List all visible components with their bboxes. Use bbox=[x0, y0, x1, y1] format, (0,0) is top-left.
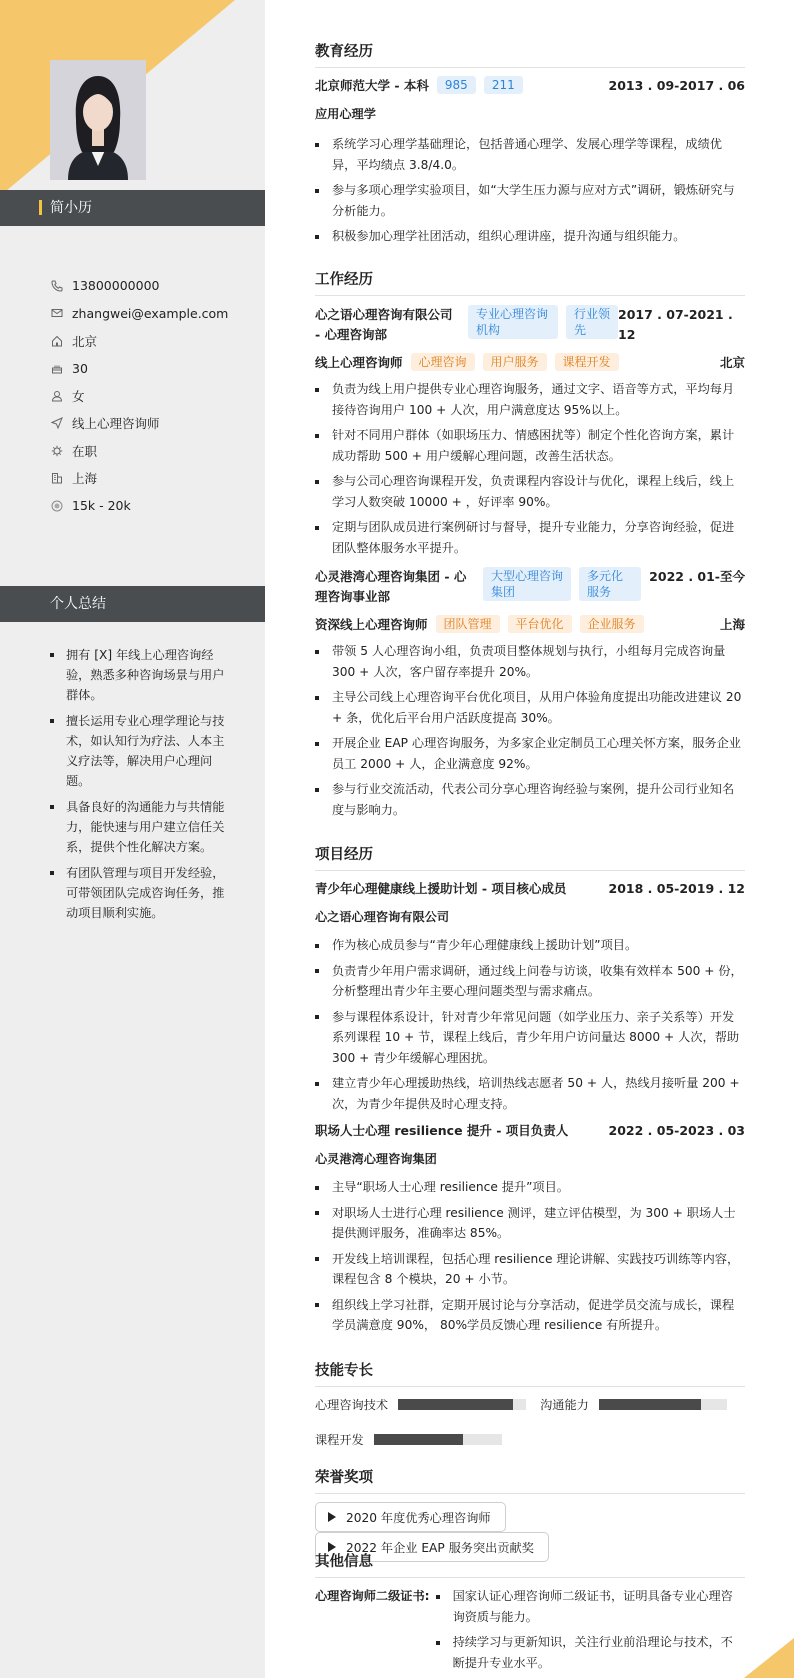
job-date: 2022 . 01-至今 bbox=[649, 569, 745, 584]
contact-text: 线上心理咨询师 bbox=[72, 416, 160, 432]
home-icon bbox=[50, 334, 64, 348]
award-item bbox=[315, 1502, 506, 1532]
list-item: 对职场人士进行心理 resilience 测评，建立评估模型，为 300 + 职场人士提供测评服务，准确率达 85%。 bbox=[315, 1203, 745, 1244]
skill-name: 沟通能力 bbox=[540, 1398, 589, 1412]
contact-gender bbox=[50, 382, 250, 410]
awards-heading: 荣誉奖项 bbox=[315, 1466, 745, 1494]
contact-salary bbox=[50, 492, 250, 520]
company-name: 心之语心理咨询有限公司 - 心理咨询部 bbox=[315, 307, 453, 342]
major: 应用心理学 bbox=[315, 107, 376, 121]
phone-icon bbox=[50, 279, 64, 293]
company-tag: 多元化服务 bbox=[579, 567, 641, 601]
contact-text: 30 bbox=[72, 360, 88, 376]
job-role: 线上心理咨询师 bbox=[315, 355, 403, 370]
list-item: 作为核心成员参与“青少年心理健康线上援助计划”项目。 bbox=[315, 935, 745, 956]
job-block bbox=[315, 305, 745, 563]
list-item: 定期与团队成员进行案例研讨与督导，提升专业能力，分享咨询经验，促进团队整体服务水平提升。 bbox=[315, 517, 745, 558]
projects-heading: 项目经历 bbox=[315, 843, 745, 871]
role-tag: 心理咨询 bbox=[411, 353, 475, 371]
education-date: 2013 . 09-2017 . 06 bbox=[608, 78, 745, 93]
other-block bbox=[315, 1586, 745, 1678]
role-tag: 课程开发 bbox=[555, 353, 619, 371]
gender-icon bbox=[50, 389, 64, 403]
list-item: 主导公司线上心理咨询平台优化项目，从用户体验角度提出功能改进建议 20 + 条，优化后平台用户活跃度提高 30%。 bbox=[315, 687, 745, 728]
list-item: 开发线上培训课程，包括心理 resilience 理论讲解、实践技巧训练等内容，课程包含 8 个模块，20 + 小节。 bbox=[315, 1249, 745, 1290]
skill-bar bbox=[398, 1399, 526, 1410]
summary-section-header bbox=[0, 586, 265, 622]
summary-item: 拥有 [X] 年线上心理咨询经验，熟悉多种咨询场景与用户群体。 bbox=[50, 645, 225, 705]
summary-list bbox=[50, 645, 225, 929]
project-date: 2022 . 05-2023 . 03 bbox=[608, 1123, 745, 1138]
coin-icon bbox=[50, 499, 64, 513]
sidebar bbox=[0, 0, 265, 1678]
list-item: 参与课程体系设计，针对青少年常见问题（如学业压力、亲子关系等）开发系列课程 10 + 节，课程上线后，青少年用户访问量达 8000 + 人次，帮助 300 + 青少年缓解心理困扰。 bbox=[315, 1007, 745, 1069]
list-item: 主导“职场人士心理 resilience 提升”项目。 bbox=[315, 1177, 745, 1198]
project-bullets bbox=[315, 935, 745, 1114]
education-bullets bbox=[315, 134, 745, 247]
building-icon bbox=[50, 471, 64, 485]
project-name: 青少年心理健康线上援助计划 - 项目核心成员 bbox=[315, 881, 567, 896]
project-block bbox=[315, 879, 745, 1119]
job-date: 2017 . 07-2021 . 12 bbox=[618, 307, 733, 342]
work-heading: 工作经历 bbox=[315, 268, 745, 296]
project-org: 心之语心理咨询有限公司 bbox=[315, 910, 450, 924]
age-icon bbox=[50, 361, 64, 375]
contact-text: 在职 bbox=[72, 443, 98, 459]
company-name: 心灵港湾心理咨询集团 - 心理咨询事业部 bbox=[315, 569, 467, 604]
education-heading: 教育经历 bbox=[315, 40, 745, 68]
skill-bar bbox=[374, 1434, 502, 1445]
contact-phone bbox=[50, 272, 250, 300]
contact-text: 13800000000 bbox=[72, 278, 160, 294]
summary-item: 擅长运用专业心理学理论与技术，如认知行为疗法、人本主义疗法等，解决用户心理问题。 bbox=[50, 711, 225, 791]
other-heading: 其他信息 bbox=[315, 1550, 745, 1578]
skills-block bbox=[315, 1396, 745, 1448]
gear-icon bbox=[50, 444, 64, 458]
role-tag: 用户服务 bbox=[483, 353, 547, 371]
skill-name: 心理咨询技术 bbox=[315, 1398, 389, 1412]
contact-age bbox=[50, 355, 250, 383]
education-block bbox=[315, 76, 745, 252]
award-label: 2022 年企业 EAP 服务突出贡献奖 bbox=[346, 1540, 534, 1555]
skill-item bbox=[315, 1396, 526, 1413]
list-item: 参与多项心理学实验项目，如“大学生压力源与应对方式”调研，锻炼研究与分析能力。 bbox=[315, 180, 745, 221]
skill-name: 课程开发 bbox=[315, 1433, 364, 1447]
skill-fill bbox=[374, 1434, 464, 1445]
project-block bbox=[315, 1121, 745, 1341]
contact-email bbox=[50, 300, 250, 328]
company-tag: 专业心理咨询机构 bbox=[468, 305, 558, 339]
summary-item: 有团队管理与项目开发经验，可带领团队完成咨询任务，推动项目顺利实施。 bbox=[50, 863, 225, 923]
project-date: 2018 . 05-2019 . 12 bbox=[608, 881, 745, 896]
role-tag: 团队管理 bbox=[436, 615, 500, 633]
send-icon bbox=[50, 416, 64, 430]
skill-fill bbox=[599, 1399, 701, 1410]
contact-text: 女 bbox=[72, 388, 85, 404]
resume-section-title: 简小历 bbox=[50, 200, 92, 216]
skill-item bbox=[315, 1431, 502, 1448]
list-item: 参与公司心理咨询课程开发，负责课程内容设计与优化，课程上线后，线上学习人数突破 10000 + ，好评率 90%。 bbox=[315, 471, 745, 512]
list-item: 系统学习心理学基础理论，包括普通心理学、发展心理学等课程，成绩优异，平均绩点 3.8/4.0。 bbox=[315, 134, 745, 175]
contact-city bbox=[50, 327, 250, 355]
school-name: 北京师范大学 - 本科 bbox=[315, 78, 429, 93]
avatar bbox=[50, 60, 146, 180]
job-bullets bbox=[315, 379, 745, 558]
list-item: 积极参加心理学社团活动，组织心理讲座，提升沟通与组织能力。 bbox=[315, 226, 745, 247]
project-org: 心灵港湾心理咨询集团 bbox=[315, 1152, 437, 1166]
list-item: 针对不同用户群体（如职场压力、情感困扰等）制定个性化咨询方案，累计成功帮助 500 + 用户缓解心理问题，改善生活状态。 bbox=[315, 425, 745, 466]
job-role: 资深线上心理咨询师 bbox=[315, 617, 428, 632]
contact-list bbox=[50, 272, 250, 520]
skills-heading: 技能专长 bbox=[315, 1359, 745, 1387]
contact-text: zhangwei@example.com bbox=[72, 305, 229, 321]
other-label: 心理咨询师二级证书: bbox=[315, 1589, 430, 1603]
resume-section-header bbox=[0, 190, 265, 226]
role-tag: 平台优化 bbox=[508, 615, 572, 633]
role-tag: 企业服务 bbox=[580, 615, 644, 633]
job-bullets bbox=[315, 641, 745, 820]
company-tag: 行业领先 bbox=[566, 305, 618, 339]
job-city: 上海 bbox=[719, 617, 745, 632]
list-item: 持续学习与更新知识，关注行业前沿理论与技术，不断提升专业水平。 bbox=[436, 1632, 745, 1673]
summary-section-title: 个人总结 bbox=[50, 596, 106, 612]
list-item: 负责青少年用户需求调研，通过线上问卷与访谈，收集有效样本 500 + 份，分析整理出青少年主要心理问题类型与需求痛点。 bbox=[315, 961, 745, 1002]
corner-decoration bbox=[734, 1638, 794, 1678]
school-tag: 985 bbox=[437, 76, 476, 94]
contact-status bbox=[50, 437, 250, 465]
list-item: 带领 5 人心理咨询小组，负责项目整体规划与执行，小组每月完成咨询量 300 + 人次，客户留存率提升 20%。 bbox=[315, 641, 745, 682]
accent-mark bbox=[39, 200, 42, 215]
company-tag: 大型心理咨询集团 bbox=[483, 567, 571, 601]
skill-fill bbox=[398, 1399, 513, 1410]
list-item: 国家认证心理咨询师二级证书，证明具备专业心理咨询资质与能力。 bbox=[436, 1586, 745, 1627]
list-item: 组织线上学习社群，定期开展讨论与分享活动，促进学员交流与成长，课程学员满意度 90%， 80%学员反馈心理 resilience 有所提升。 bbox=[315, 1295, 745, 1336]
list-item: 建立青少年心理援助热线，培训热线志愿者 50 + 人，热线月接听量 200 + 次，为青少年提供及时心理支持。 bbox=[315, 1073, 745, 1114]
contact-text: 北京 bbox=[72, 333, 98, 349]
award-label: 2020 年度优秀心理咨询师 bbox=[346, 1510, 491, 1525]
contact-text: 上海 bbox=[72, 471, 98, 487]
project-bullets bbox=[315, 1177, 745, 1336]
job-city: 北京 bbox=[719, 355, 745, 370]
summary-item: 具备良好的沟通能力与共情能力，能快速与用户建立信任关系，提供个性化解决方案。 bbox=[50, 797, 225, 857]
list-item: 参与行业交流活动，代表公司分享心理咨询经验与案例，提升公司行业知名度与影响力。 bbox=[315, 779, 745, 820]
list-item: 开展企业 EAP 心理咨询服务，为多家企业定制员工心理关怀方案，服务企业员工 2000 + 人，企业满意度 92%。 bbox=[315, 733, 745, 774]
job-block bbox=[315, 567, 745, 825]
skill-bar bbox=[599, 1399, 727, 1410]
project-name: 职场人士心理 resilience 提升 - 项目负责人 bbox=[315, 1123, 569, 1138]
contact-text: 15k - 20k bbox=[72, 498, 131, 514]
other-bullets bbox=[436, 1586, 745, 1678]
play-icon bbox=[328, 1512, 336, 1522]
list-item: 负责为线上用户提供专业心理咨询服务，通过文字、语音等方式，平均每月接待咨询用户 100 + 人次，用户满意度达 95%以上。 bbox=[315, 379, 745, 420]
contact-target-city bbox=[50, 465, 250, 493]
school-tag: 211 bbox=[484, 76, 523, 94]
mail-icon bbox=[50, 306, 64, 320]
skill-item bbox=[540, 1396, 727, 1413]
contact-position bbox=[50, 410, 250, 438]
